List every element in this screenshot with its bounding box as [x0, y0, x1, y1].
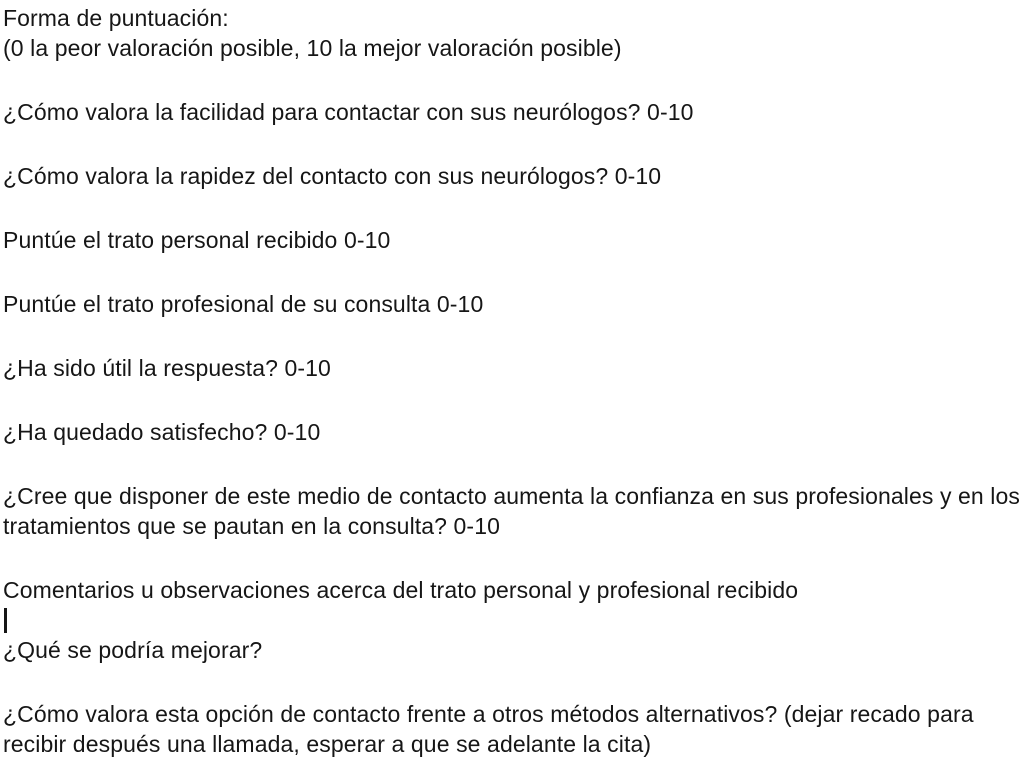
comments-section: [3, 575, 1024, 665]
question-trato-personal: Puntúe el trato personal recibido 0-10: [3, 227, 391, 253]
comment-input-line[interactable]: [3, 605, 1024, 635]
question-facilidad-contacto: ¿Cómo valora la facilidad para contactar con sus neurólogos? 0-10: [3, 99, 694, 125]
text-cursor-icon: [4, 608, 7, 633]
question-trato-profesional: Puntúe el trato profesional de su consulta 0-10: [3, 291, 484, 317]
question-respuesta-util: ¿Ha sido útil la respuesta? 0-10: [3, 355, 331, 381]
document-title: Forma de puntuación:: [3, 5, 229, 31]
question-metodos-alternativos: ¿Cómo valora esta opción de contacto frente a otros métodos alternativos? (dejar recado para recibir después una llamada, esperar a que se adelante la cita): [3, 701, 974, 757]
question-confianza: ¿Cree que disponer de este medio de contacto aumenta la confianza en sus profesionales y en los tratamientos que se pautan en la consulta? 0-10: [3, 483, 1021, 539]
question-satisfecho: ¿Ha quedado satisfecho? 0-10: [3, 419, 321, 445]
question-rapidez-contacto: ¿Cómo valora la rapidez del contacto con sus neurólogos? 0-10: [3, 163, 662, 189]
comments-label: Comentarios u observaciones acerca del trato personal y profesional recibido: [3, 577, 799, 603]
question-mejorar: ¿Qué se podría mejorar?: [3, 637, 263, 663]
scale-note: (0 la peor valoración posible, 10 la mejor valoración posible): [3, 35, 622, 61]
